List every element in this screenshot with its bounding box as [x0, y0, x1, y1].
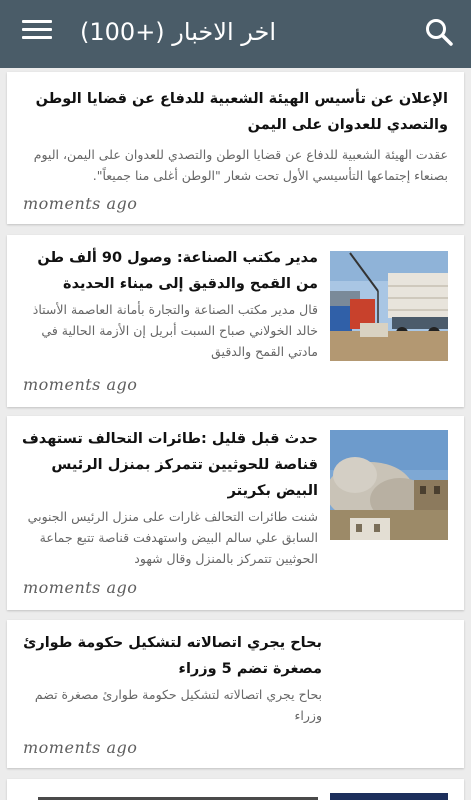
news-card[interactable]: [7, 235, 464, 407]
news-timestamp: moments ago: [23, 375, 138, 394]
news-image: [330, 793, 448, 800]
news-thumbnail[interactable]: [330, 793, 448, 800]
hamburger-menu-icon: [22, 20, 52, 23]
news-excerpt: عقدت الهيئة الشعبية للدفاع عن قضايا الوطن والتصدي للعدوان على اليمن، اليوم بصنعاء إجتماعها التأسيسي الأول تحت شعار "الوطن أغلى منا جميعاً".: [33, 147, 448, 183]
news-thumbnail[interactable]: [330, 251, 448, 361]
news-card[interactable]: [7, 72, 464, 224]
news-timestamp: moments ago: [23, 578, 138, 597]
news-excerpt: بحاح يجري اتصالاته لتشكيل حكومة طوارئ مصغرة تضم وزراء: [34, 687, 322, 723]
search-icon: [423, 16, 455, 48]
news-card[interactable]: [7, 620, 464, 768]
news-timestamp: moments ago: [23, 738, 138, 757]
page-title: اخر الاخبار (+100): [80, 18, 276, 46]
news-title[interactable]: الإعلان عن تأسيس الهيئة الشعبية للدفاع عن قضايا الوطن والتصدي للعدوان على اليمن: [35, 91, 448, 133]
news-title[interactable]: بحاح يجري اتصالاته لتشكيل حكومة طوارئ مصغرة تضم 5 وزراء: [23, 635, 322, 677]
search-button[interactable]: [423, 16, 455, 48]
app-bar: [0, 0, 471, 68]
news-excerpt: قال مدير مكتب الصناعة والتجارة بأمانة العاصمة الأستاذ خالد الخولاني صباح السبت أبريل إن الأزمة الحالية في مادتي القمح والدقيق: [32, 302, 318, 359]
menu-button[interactable]: [22, 20, 52, 46]
news-thumbnail[interactable]: [330, 430, 448, 540]
news-card[interactable]: [7, 779, 464, 800]
news-title[interactable]: حدث قبل قليل :طائرات التحالف تستهدف قناصة للحوثيين تتمركز بمنزل الرئيس البيض بكريتر: [21, 431, 318, 499]
smoke-over-city-image: [330, 430, 448, 540]
news-title[interactable]: مدير مكتب الصناعة: وصول 90 ألف طن من القمح والدقيق إلى ميناء الحديدة: [37, 250, 318, 292]
news-card[interactable]: [7, 416, 464, 610]
news-title-partial[interactable]: [18, 791, 318, 800]
wheat-sacks-port-image: [330, 251, 448, 361]
news-timestamp: moments ago: [23, 194, 138, 213]
news-excerpt: شنت طائرات التحالف غارات على منزل الرئيس الجنوبي السابق علي سالم البيض واستهدفت قناصة تتبع جماعة الحوثيين تتمركز بالمنزل وقال شهود: [27, 509, 318, 566]
